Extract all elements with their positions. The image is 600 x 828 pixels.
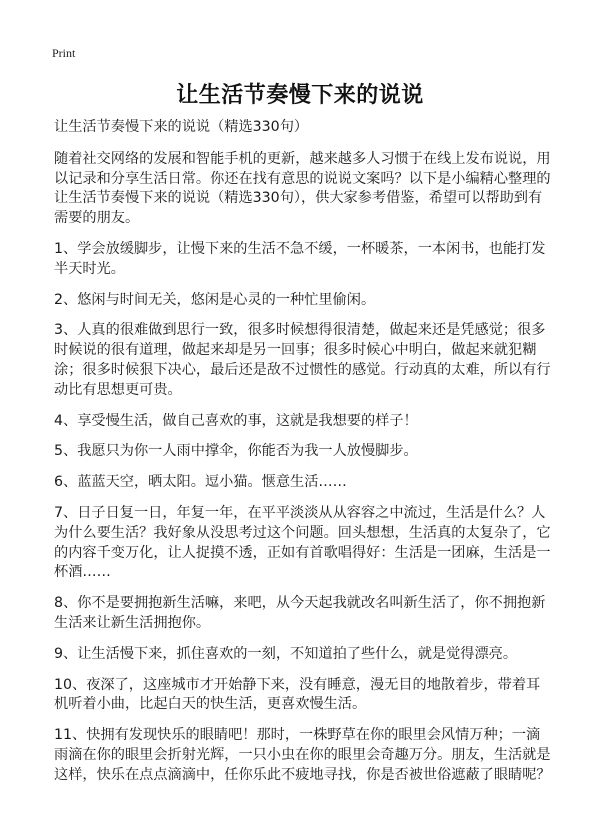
- list-item: 7、日子日复一日，年复一年，在平平淡淡从从容容之中流过，生活是什么？人为什么要生活？我好象从没思考过这个问题。回头想想，生活真的太复杂了，它的内容千变万化，让人捉摸不透，正如有首歌唱得好：生活是一团麻，生活是一杯酒……: [54, 504, 551, 581]
- list-item: 2、悠闲与时间无关，悠闲是心灵的一种忙里偷闲。: [54, 291, 376, 308]
- intro-paragraph: 随着社交网络的发展和智能手机的更新，越来越多人习惯于在线上发布说说，用以记录和分享生活日常。你还在找有意思的说说文案吗？以下是小编精心整理的让生活节奏慢下来的说说（精选330句），供大家参考借鉴，希望可以帮助到有需要的朋友。: [54, 150, 551, 227]
- article-subtitle: 让生活节奏慢下来的说说（精选330句）: [54, 119, 309, 135]
- list-item: 10、夜深了，这座城市才开始静下来，没有睡意，漫无目的地散着步，带着耳机听着小曲，比起白天的快生活，更喜欢慢生活。: [54, 676, 541, 713]
- list-item: 1、学会放缓脚步，让慢下来的生活不急不缓，一杯暖茶，一本闲书，也能打发半天时光。: [54, 240, 546, 277]
- list-item: 9、让生活慢下来，抓住喜欢的一刻，不知道拍了些什么，就是觉得漂亮。: [54, 645, 518, 662]
- list-item: 3、人真的很难做到思行一致，很多时候想得很清楚，做起来还是凭感觉；很多时候说的很有道理，做起来却是另一回事；很多时候心中明白，做起来就犯糊涂；很多时候狠下决心，最后还是敌不过惯性的感觉。行动真的太难，所以有行动比有思想更可贵。: [54, 322, 551, 398]
- list-item: 5、我愿只为你一人雨中撑伞，你能否为我一人放慢脚步。: [54, 443, 418, 460]
- list-item: 4、享受慢生活，做自己喜欢的事，这就是我想要的样子！: [54, 412, 418, 429]
- print-link[interactable]: Print: [52, 46, 76, 60]
- page-title: 让生活节奏慢下来的说说: [176, 83, 424, 108]
- list-item: 6、蓝蓝天空，晒太阳。逗小猫。惬意生活……: [54, 474, 347, 491]
- article-body: [54, 118, 554, 797]
- list-item: 11、快拥有发现快乐的眼睛吧！那时，一株野草在你的眼里会风情万种；一滴雨滴在你的眼里会折射光辉，一只小虫在你的眼里会奇趣万分。朋友，生活就是这样，快乐在点点滴滴中，任你乐此不疲地寻找，你是否被世俗遮蔽了眼睛呢？: [54, 727, 551, 783]
- list-item: 8、你不是要拥抱新生活嘛，来吧，从今天起我就改名叫新生活了，你不拥抱新生活来让新生活拥抱你。: [54, 595, 546, 631]
